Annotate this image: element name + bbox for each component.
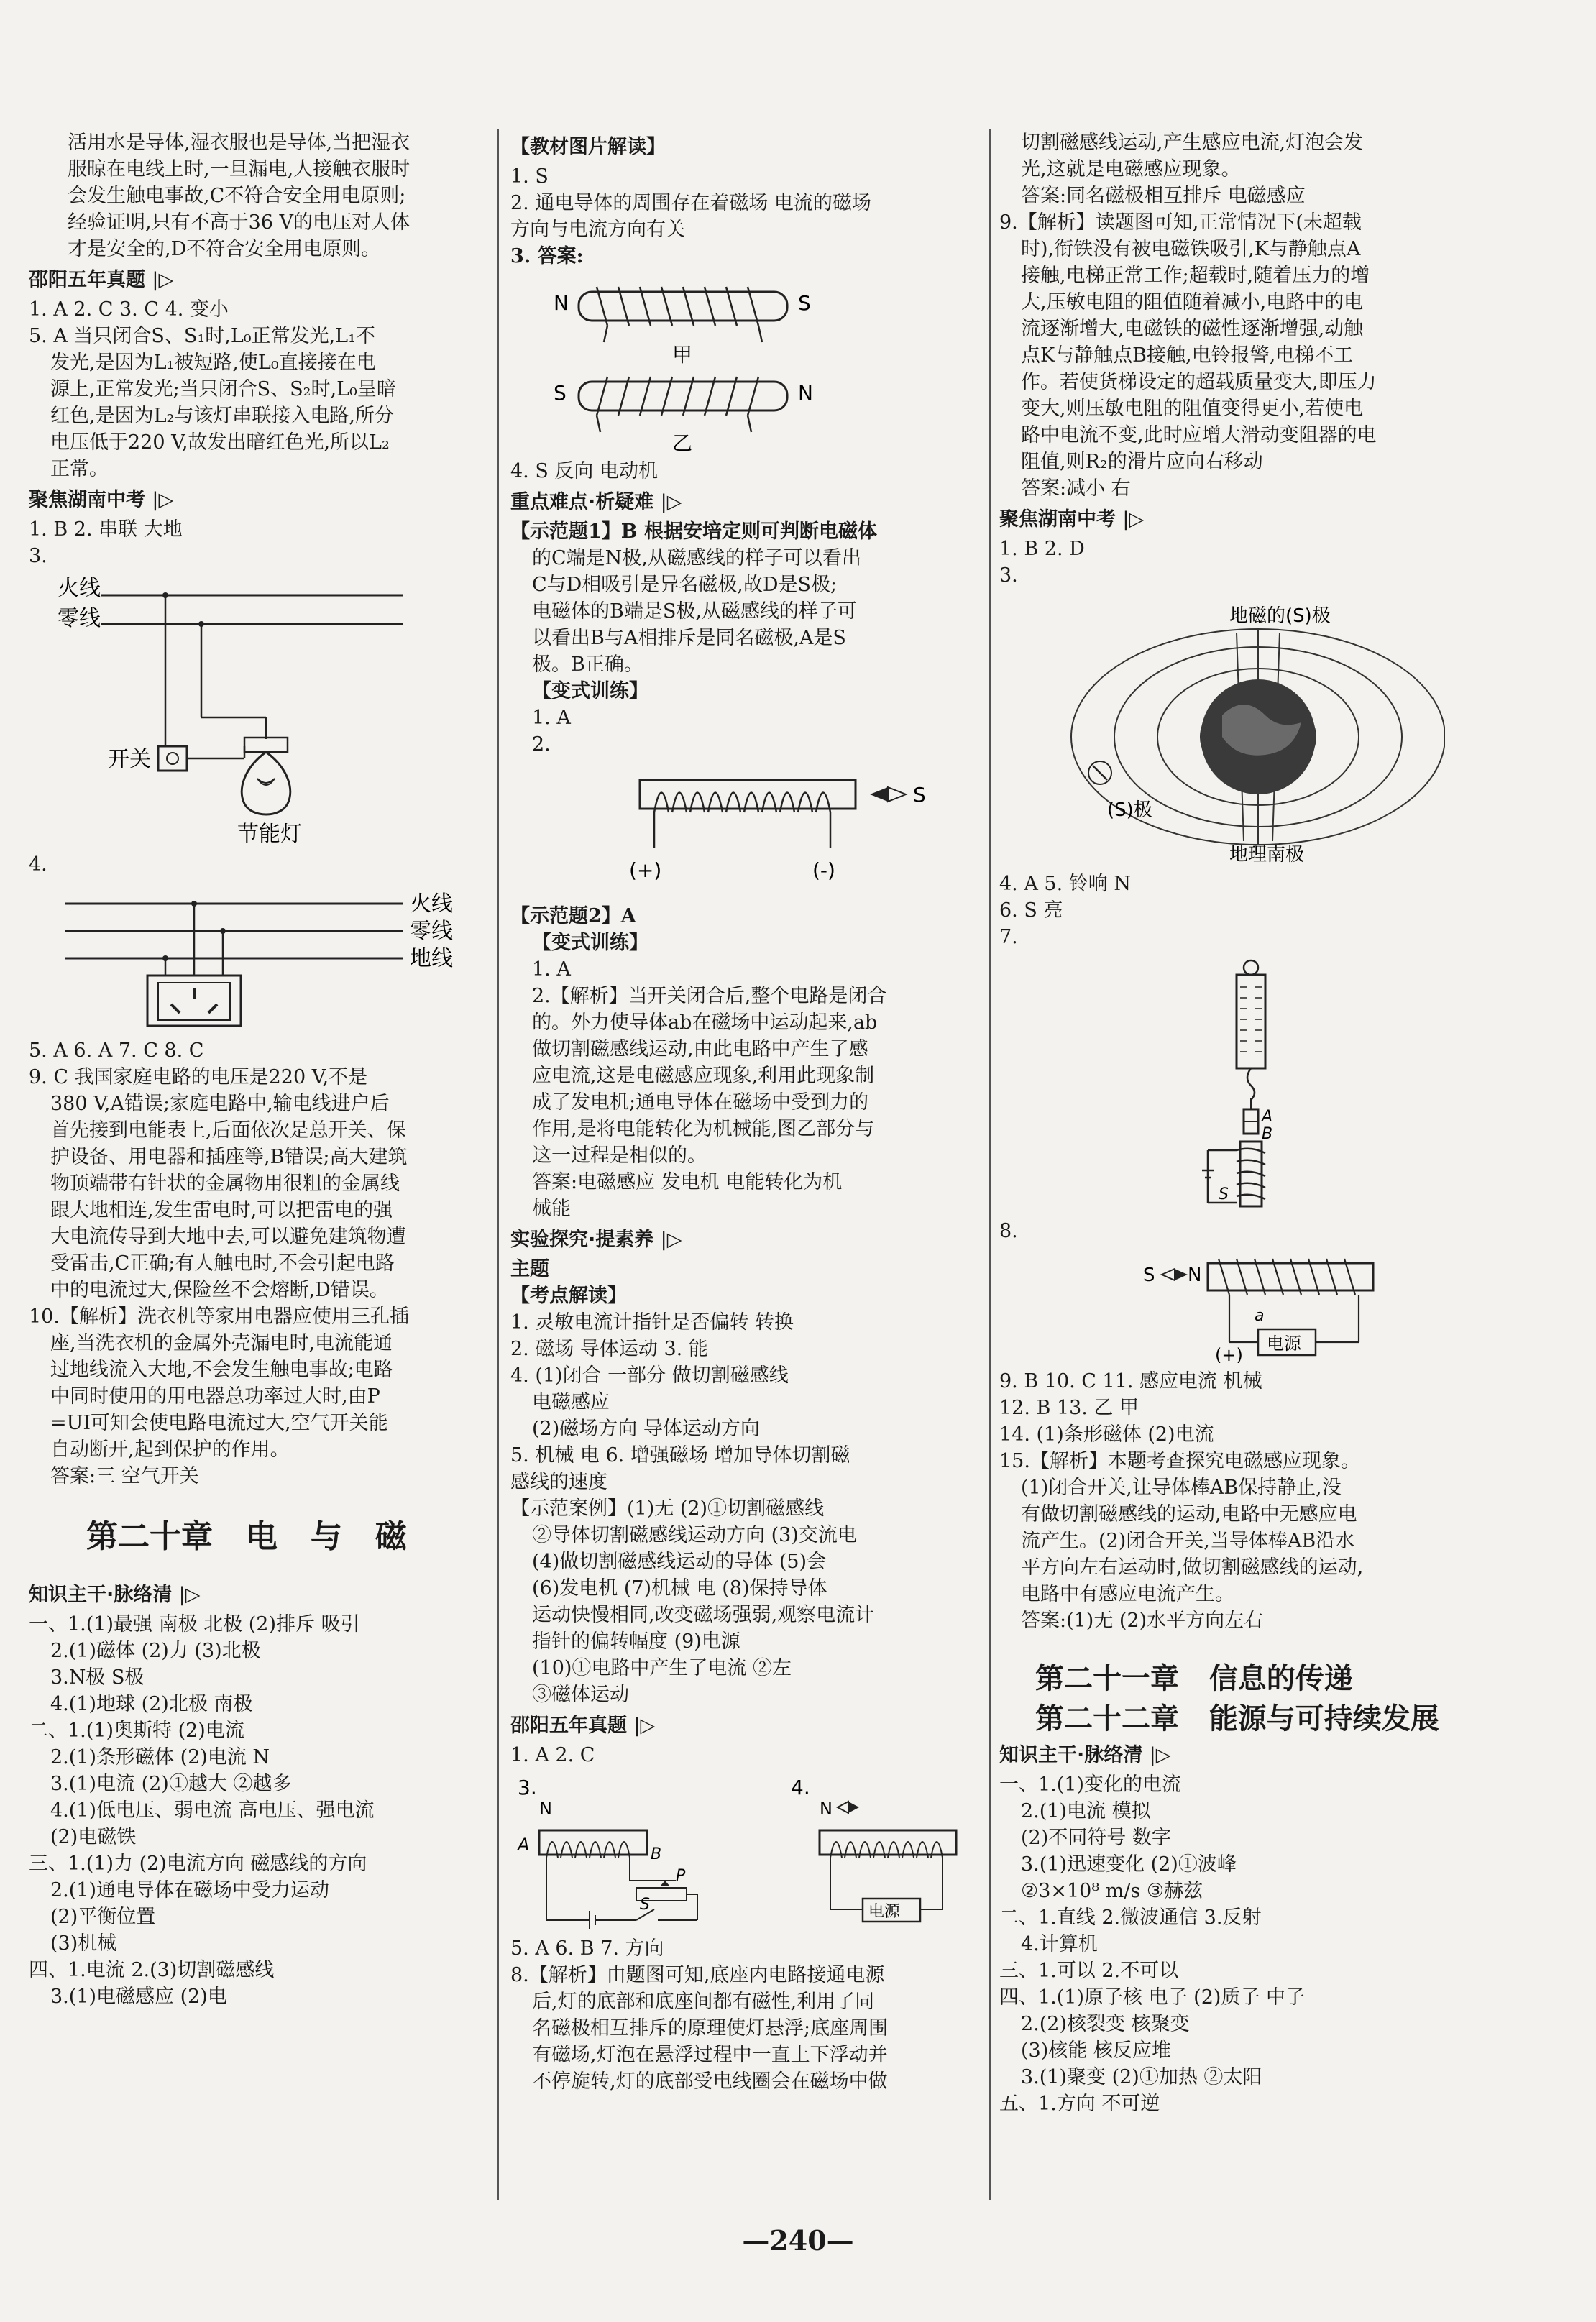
text-line: 2.【解析】当开关闭合后,整个电路是闭合 (532, 985, 887, 1007)
text-line: 感线的速度 (510, 1471, 607, 1493)
text-line: 的C端是N极,从磁感线的样子可以看出 (532, 547, 861, 569)
outline-line: 4.(1)地球 (2)北极 南极 (50, 1693, 253, 1715)
text-line: 运动快慢相同,改变磁场强弱,观察电流计 (532, 1604, 875, 1626)
north-pole-label: N (820, 1799, 833, 1819)
question-number: 3. (518, 1776, 537, 1799)
text-line: (2)磁场方向 导体运动方向 (532, 1418, 760, 1440)
text-line: 380 V,A错误;家庭电路中,输电线进户后 (50, 1093, 390, 1115)
outline-line: 四、1.电流 2.(3)切割磁感线 (29, 1959, 275, 1981)
text-line: 4. (1)闭合 一部分 做切割磁感线 (510, 1364, 789, 1387)
wire-a-label: a (1255, 1307, 1265, 1325)
text-line: 受雷击,C正确;有人触电时,不会引起电路 (50, 1252, 395, 1275)
north-pole-label: N (554, 291, 569, 315)
answer-line: 12. B 13. 乙 甲 (999, 1397, 1139, 1419)
text-line: 以看出B与A相排斥是同名磁极,A是S (532, 627, 846, 649)
south-pole-label: S (798, 291, 811, 315)
outline-line: 3.N极 S极 (50, 1666, 145, 1689)
answer-line: 8.【解析】由题图可知,底座内电路接通电源 (510, 1964, 885, 1986)
electromagnet-circuit-figures (510, 1773, 985, 1931)
answer-line: 1. A (532, 707, 571, 729)
answer-text: 答案:三 空气开关 (50, 1465, 199, 1487)
text-line: ③磁体运动 (532, 1684, 629, 1706)
slider-p-label: P (676, 1867, 686, 1885)
text-line: 的。外力使导体ab在磁场中运动起来,ab (532, 1011, 878, 1034)
lamp-label: 节能灯 (237, 822, 302, 847)
outline-line: 三、1.可以 2.不可以 (999, 1960, 1179, 1982)
answer-line: 1. A 2. C 3. C 4. 变小 (29, 298, 229, 321)
chapter-title: 第二十章 电 与 磁 (86, 1518, 407, 1555)
text-line: 正常。 (50, 458, 109, 480)
text-line: 5. 机械 电 6. 增强磁场 增加导体切割磁 (510, 1444, 850, 1467)
subsection-title: 主题 (510, 1258, 549, 1280)
text-line: 发光,是因为L₁被短路,使L₀直接接在电 (50, 352, 376, 374)
intro-block (29, 129, 489, 262)
answer-line: 2. (532, 733, 551, 756)
text-line: C与D相吸引是异名磁极,故D是S极; (532, 574, 838, 596)
answer-line: 1. B 2. 串联 大地 (29, 518, 183, 541)
outline-line: ②3×10⁸ m/s ③赫兹 (1021, 1880, 1203, 1902)
question-number: 3. (29, 545, 47, 567)
outline-line: 4.(1)低电压、弱电流 高电压、强电流 (50, 1799, 375, 1822)
question-number: 3. (999, 564, 1018, 587)
chapter-title: 第二十二章 能源与可持续发展 (1035, 1702, 1439, 1735)
question-number: 7. (999, 926, 1018, 948)
switch-icon (158, 746, 187, 771)
outline-line: 一、1.(1)变化的电流 (999, 1773, 1182, 1796)
text-line: 【示范案例】(1)无 (2)①切割磁感线 (510, 1497, 825, 1520)
fire-wire-label: 火线 (410, 891, 453, 917)
positive-terminal-label: (+) (1215, 1345, 1243, 1364)
chapter-title: 第二十一章 信息的传递 (1035, 1662, 1353, 1695)
answer-line: 6. S 亮 (999, 899, 1063, 922)
solenoid-icon (539, 1830, 647, 1855)
section-title: 重点难点·析疑难 |▷ (510, 491, 682, 513)
switch-label: 开关 (108, 747, 151, 772)
text-line: 光,这就是电磁感应现象。 (1021, 158, 1241, 180)
text-line: 极。B正确。 (532, 653, 643, 676)
text-line: 这一过程是相似的。 (532, 1144, 707, 1167)
power-supply-label: 电源 (868, 1903, 901, 1921)
column-left (29, 129, 489, 2010)
south-pole-label: S (1143, 1265, 1155, 1286)
outline-line: 2.(1)通电导体在磁场中受力运动 (50, 1879, 330, 1901)
section-title: 聚焦湖南中考 |▷ (29, 489, 174, 511)
text-line: 红色,是因为L₂与该灯串联接入电路,所分 (50, 405, 394, 427)
answer-line: 15.【解析】本题考查探究电磁感应现象。 (999, 1450, 1360, 1472)
text-line: 跟大地相连,发生雷电时,可以把雷电的强 (50, 1199, 393, 1221)
answer-line: 5. A 当只闭合S、S₁时,L₀正常发光,L₁不 (29, 325, 375, 347)
outline-line: 一、1.(1)最强 南极 北极 (2)排斥 吸引 (29, 1613, 360, 1635)
text-line: 才是安全的,D不符合安全用电原则。 (68, 238, 381, 260)
text-line: 成了发电机;通电导体在磁场中受到力的 (532, 1091, 869, 1114)
text-line: 中同时使用的用电器总功率过大时,由P (50, 1385, 380, 1408)
outline-line: 四、1.(1)原子核 电子 (2)质子 中子 (999, 1986, 1305, 2009)
text-line: 流逐渐增大,电磁铁的磁性逐渐增强,动触 (1021, 318, 1364, 340)
outline-line: 二、1.(1)奥斯特 (2)电流 (29, 1720, 244, 1742)
answer-line: 9. C 我国家庭电路的电压是220 V,不是 (29, 1066, 368, 1088)
section-title: 邵阳五年真题 |▷ (29, 269, 174, 291)
text-line: 会发生触电事故,C不符合安全用电原则; (68, 185, 406, 207)
answer-text: 答案:(1)无 (2)水平方向左右 (1021, 1610, 1264, 1632)
pole-a-label: A (1262, 1108, 1273, 1126)
text-line: 首先接到电能表上,后面依次是总开关、保 (50, 1119, 406, 1142)
subsection-title: 【变式训练】 (532, 932, 648, 954)
answer-line: 1. S (510, 165, 549, 188)
figure-label: 乙 (672, 431, 693, 454)
answer-line: 2. 通电导体的周围存在着磁场 电流的磁场 (510, 192, 871, 214)
compass-needle-icon (888, 787, 906, 802)
terminal-b-label: B (651, 1845, 662, 1863)
answer-line: 10.【解析】洗衣机等家用电器应使用三孔插 (29, 1305, 409, 1328)
neutral-wire-label: 零线 (58, 606, 101, 631)
compass-needle-icon (838, 1802, 848, 1813)
outline-line: 3.(1)电流 (2)①越大 ②越多 (50, 1773, 292, 1795)
earth-magnetic-field-figure (999, 593, 1445, 866)
question-number: 4. (29, 853, 47, 876)
section-title: 聚焦湖南中考 |▷ (999, 508, 1145, 531)
answer-text: 答案:减小 右 (1021, 477, 1131, 500)
outline-line: 2.(2)核裂变 核聚变 (1021, 2013, 1190, 2035)
neutral-wire-label: 零线 (410, 919, 453, 944)
fire-wire-label: 火线 (58, 576, 101, 601)
text-line: 不停旋转,灯的底部受电线圈会在磁场中做 (532, 2070, 888, 2093)
south-pole-label: S (913, 783, 926, 807)
example-line: 【示范题1】B 根据安培定则可判断电磁体 (510, 520, 878, 543)
answer-line: 1. B 2. D (999, 538, 1085, 560)
text-line: 作。若使货梯设定的超载质量变大,即压力 (1021, 371, 1377, 393)
outline-line: (2)电磁铁 (50, 1826, 137, 1848)
column-middle (510, 129, 992, 2095)
household-circuit-figure (29, 574, 460, 847)
text-line: 名磁极相互排斥的原理使灯悬浮;底座周围 (532, 2017, 889, 2039)
text-line: (6)发电机 (7)机械 电 (8)保持导体 (532, 1577, 827, 1600)
text-line: 经验证明,只有不高于36 V的电压对人体 (68, 211, 411, 234)
text-line: 后,灯的底部和底座间都有磁性,利用了同 (532, 1991, 875, 2013)
outline-line: 2.(1)条形磁体 (2)电流 N (50, 1746, 270, 1768)
text-line: (1)闭合开关,让导体棒AB保持静止,没 (1021, 1477, 1342, 1499)
text-line: =UI可知会使电路电流过大,空气开关能 (50, 1412, 388, 1434)
spring-scale-electromagnet-figure (999, 955, 1445, 1213)
answer-line: 5. A 6. A 7. C 8. C (29, 1040, 204, 1062)
text-line: 平方向左右运动时,做切割磁感线的运动, (1021, 1556, 1364, 1579)
outline-line: 4.计算机 (1021, 1933, 1098, 1955)
answer-line: 4. S 反向 电动机 (510, 460, 659, 482)
text-line: 切割磁感线运动,产生感应电流,灯泡会发 (1021, 132, 1364, 154)
figure-label: 甲 (672, 343, 693, 367)
text-line: 做切割磁感线运动,由此电路中产生了感 (532, 1038, 868, 1060)
column-divider (497, 129, 499, 2200)
negative-terminal-label: (-) (812, 858, 835, 882)
answer-line: 5. A 6. B 7. 方向 (510, 1937, 664, 1960)
text-line: 服晾在电线上时,一旦漏电,人接触衣服时 (68, 158, 411, 180)
answer-line: 3. 答案: (510, 245, 584, 267)
text-line: 电磁体的B端是S极,从磁感线的样子可 (532, 600, 857, 623)
text-line: 1. 灵敏电流计指针是否偏转 转换 (510, 1311, 794, 1334)
terminal-a-label: A (518, 1835, 530, 1855)
outline-line: 二、1.直线 2.微波通信 3.反射 (999, 1906, 1262, 1929)
text-line: 接触,电梯正常工作;超载时,随着压力的增 (1021, 265, 1370, 287)
text-line: (10)①电路中产生了电流 ②左 (532, 1657, 792, 1679)
text-line: 电路中有感应电流产生。 (1021, 1583, 1234, 1605)
text-line: 有做切割磁感线的运动,电路中无感应电 (1021, 1503, 1357, 1525)
question-number: 4. (791, 1776, 810, 1799)
text-line: 路中电流不变,此时应增大滑动变阻器的电 (1021, 424, 1377, 446)
text-line: 阻值,则R₂的滑片应向右移动 (1021, 451, 1263, 473)
example-line: 【示范题2】A (510, 905, 636, 927)
pole-b-label: B (1262, 1125, 1273, 1143)
text-line: 作用,是将电能转化为机械能,图乙部分与 (532, 1118, 875, 1140)
solenoid-icon (1208, 1263, 1373, 1290)
text-line: 有磁场,灯泡在悬浮过程中一直上下浮动并 (532, 2044, 888, 2066)
text-line: 护设备、用电器和插座等,B错误;高大建筑 (50, 1146, 408, 1168)
text-line: 大,压敏电阻的阻值随着减小,电路中的电 (1021, 291, 1364, 313)
text-line: 物顶端带有针状的金属物用很粗的金属线 (50, 1173, 400, 1195)
answer-text: 答案:同名磁极相互排斥 电磁感应 (1021, 185, 1306, 207)
text-line: 点K与静触点B接触,电铃报警,电梯不工 (1021, 344, 1354, 367)
geomagnetic-south-pole-label: 地磁的(S)极 (1229, 605, 1331, 627)
text-line: 方向与电流方向有关 (510, 219, 685, 241)
text-line: 应电流,这是电磁感应现象,利用此现象制 (532, 1065, 875, 1087)
subsection-title: 【考点解读】 (510, 1285, 627, 1307)
outline-line: 3.(1)迅速变化 (2)①波峰 (1021, 1853, 1237, 1876)
answer-line: 4. A 5. 铃响 N (999, 873, 1131, 895)
section-title: 知识主干·脉络清 |▷ (29, 1584, 201, 1606)
compass-needle-icon (1162, 1269, 1175, 1280)
solenoid-compass-figure (999, 1249, 1445, 1364)
north-pole-label: N (1188, 1265, 1202, 1286)
answer-line: 1. A (532, 958, 571, 981)
section-title: 邵阳五年真题 |▷ (510, 1715, 656, 1737)
text-line: ②导体切割磁感线运动方向 (3)交流电 (532, 1524, 857, 1546)
text-line: 变大,则压敏电阻的阻值变得更小,若使电 (1021, 398, 1364, 420)
compass-pole-label: (S)极 (1107, 799, 1152, 821)
page-number: —240— (742, 2224, 854, 2257)
spring-scale-icon (1237, 975, 1265, 1068)
text-line: 中的电流过大,保险丝不会熔断,D错误。 (50, 1279, 389, 1301)
outline-line: 五、1.方向 不可逆 (999, 2093, 1160, 2115)
geographic-south-pole-label: 地理南极 (1229, 844, 1305, 866)
answer-line: 9.【解析】读题图可知,正常情况下(未超载 (999, 211, 1362, 234)
switch-s-label: S (640, 1896, 650, 1914)
outline-line: 2.(1)电流 模拟 (1021, 1800, 1151, 1822)
outline-line: (3)核能 核反应堆 (1021, 2039, 1171, 2062)
answer-line: 1. A 2. C (510, 1744, 595, 1766)
three-wire-socket-figure (29, 882, 460, 1033)
power-supply-label: 电源 (1267, 1334, 1301, 1354)
text-line: 电压低于220 V,故发出暗红色光,所以L₂ (50, 431, 390, 454)
text-line: 电磁感应 (532, 1391, 610, 1413)
text-line: 大电流传导到大地中去,可以避免建筑物遭 (50, 1226, 406, 1248)
text-line: 时),衔铁没有被电磁铁吸引,K与静触点A (1021, 238, 1361, 260)
text-line: 源上,正常发光;当只闭合S、S₂时,L₀呈暗 (50, 378, 396, 400)
answer-line: 9. B 10. C 11. 感应电流 机械 (999, 1370, 1262, 1392)
positive-terminal-label: (+) (629, 858, 662, 882)
section-title: 【教材图片解读】 (510, 136, 666, 158)
text-line: 自动断开,起到保护的作用。 (50, 1438, 290, 1461)
solenoid-figures (510, 274, 942, 454)
switch-s-label: S (1219, 1185, 1229, 1203)
north-pole-label: N (539, 1799, 552, 1819)
north-pole-label: N (798, 381, 813, 405)
column-right (999, 129, 1574, 2117)
text-line: 座,当洗衣机的金属外壳漏电时,电流能通 (50, 1332, 393, 1354)
outline-line: (2)平衡位置 (50, 1906, 156, 1928)
outline-line: 3.(1)聚变 (2)①加热 ②太阳 (1021, 2066, 1262, 2088)
south-pole-label: S (554, 381, 567, 405)
outline-line: 2.(1)磁体 (2)力 (3)北极 (50, 1640, 261, 1662)
answer-text: 械能 (532, 1198, 571, 1220)
text-line: 过地线流入大地,不会发生触电事故;电路 (50, 1359, 393, 1381)
subsection-title: 【变式训练】 (532, 680, 648, 702)
text-line: 2. 磁场 导体运动 3. 能 (510, 1338, 708, 1360)
outline-line: 3.(1)电磁感应 (2)电 (50, 1986, 227, 2008)
text-line: 流产生。(2)闭合开关,当导体棒AB沿水 (1021, 1530, 1355, 1552)
answer-text: 答案:电磁感应 发电机 电能转化为机 (532, 1171, 843, 1193)
ground-wire-label: 地线 (410, 946, 453, 971)
section-title: 知识主干·脉络清 |▷ (999, 1744, 1171, 1766)
text-line: 活用水是导体,湿衣服也是导体,当把湿衣 (68, 132, 411, 154)
question-number: 8. (999, 1220, 1018, 1242)
outline-line: (3)机械 (50, 1932, 117, 1955)
outline-line: 三、1.(1)力 (2)电流方向 磁感线的方向 (29, 1853, 367, 1875)
section-title: 实验探究·提素养 |▷ (510, 1229, 682, 1251)
outline-line: (2)不同符号 数字 (1021, 1827, 1171, 1849)
text-line: (4)做切割磁感线运动的导体 (5)会 (532, 1551, 827, 1573)
answer-line: 14. (1)条形磁体 (2)电流 (999, 1423, 1214, 1446)
text-line: 指针的偏转幅度 (9)电源 (532, 1630, 740, 1653)
iron-core-icon (640, 780, 856, 809)
electromagnet-polarity-figure (510, 762, 942, 899)
